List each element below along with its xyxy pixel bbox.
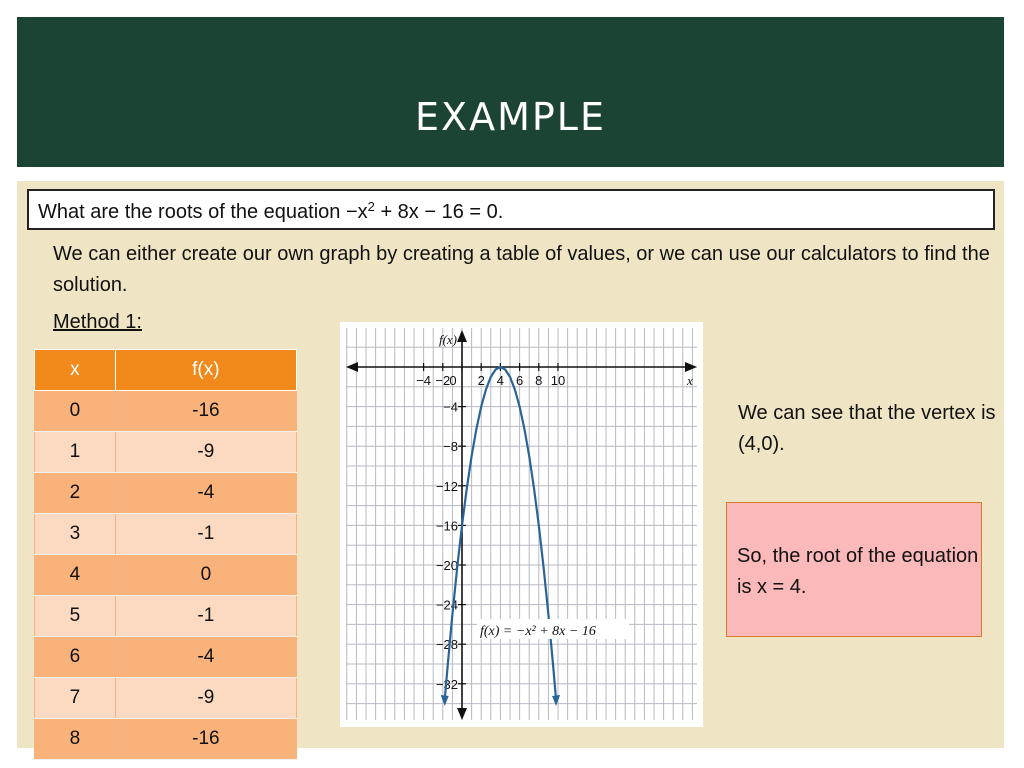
question-text-rest: + 8x − 16 = 0. [374,201,504,223]
cell-x: 2 [35,473,116,514]
table-row [35,391,297,432]
question-exponent: 2 [367,199,375,214]
x-tick-label: 2 [477,373,485,388]
y-tick-label: −4 [443,399,458,415]
vertex-note: We can see that the vertex is (4,0). [738,402,996,455]
table-row [35,678,297,719]
cell-fx: -9 [115,432,296,473]
values-table [34,349,297,760]
x-axis-arrow-right [685,362,697,372]
cell-fx: -9 [115,678,296,719]
y-tick-label: −20 [435,558,458,573]
y-axis-arrow-up [457,330,467,342]
graph-panel [340,322,703,727]
y-tick-label: −28 [435,637,458,653]
cell-x: 8 [35,719,116,760]
curve-arrow-left [441,695,449,706]
cell-x: 6 [35,637,116,678]
cell-x: 4 [35,555,116,596]
root-note: So, the root of the equation is x = 4. [737,545,979,598]
y-tick-label: −16 [435,518,458,534]
x-tick-label: 8 [535,373,543,388]
y-tick-label: −12 [435,478,458,494]
cell-x: 5 [35,596,116,637]
curve-arrow-right [552,695,560,706]
x-tick-label: −4 [416,373,432,388]
x-tick-label: 4 [496,373,505,388]
intro-text: We can either create our own graph by creating a table of values, or we can use our calculators to find the solution. [53,243,990,296]
function-annotation: f(x) = −x² + 8x − 16 [480,624,596,639]
cell-x: 0 [35,391,116,432]
table-row [35,555,297,596]
slide-title: EXAMPLE [415,95,606,139]
cell-x: 1 [35,432,116,473]
cell-fx: 0 [115,555,296,596]
method-label: Method 1: [53,311,142,333]
table-row [35,596,297,637]
x-tick-label: 0 [449,373,457,388]
table-header-row [35,350,297,391]
y-tick-label: −24 [435,597,458,613]
table-row [35,473,297,514]
cell-fx: -16 [115,391,296,432]
cell-fx: -16 [115,719,296,760]
cell-x: 7 [35,678,116,719]
y-axis-label: f(x) [438,332,457,347]
table-row [35,719,297,760]
table-row [35,514,297,555]
header-fx: f(x) [115,350,296,391]
cell-fx: -4 [115,637,296,678]
question-text: What are the roots of the equation −x [38,201,368,223]
question-box [27,189,995,230]
x-tick-label: 10 [550,373,566,388]
header-x: x [35,350,116,391]
x-axis-label: x [687,373,693,388]
y-tick-label: −8 [443,439,458,455]
y-axis-arrow-down [457,708,467,720]
cell-fx: -1 [115,596,296,637]
cell-x: 3 [35,514,116,555]
cell-fx: -4 [115,473,296,514]
x-tick-label: 6 [515,373,524,388]
root-callout [726,502,982,637]
cell-fx: -1 [115,514,296,555]
y-tick-label: −32 [435,676,458,692]
parabola-graph [340,322,703,727]
title-bar [17,17,1004,167]
table-row [35,637,297,678]
table-row [35,432,297,473]
x-axis-arrow-left [346,362,358,372]
x-tick-label: −2 [435,373,451,388]
